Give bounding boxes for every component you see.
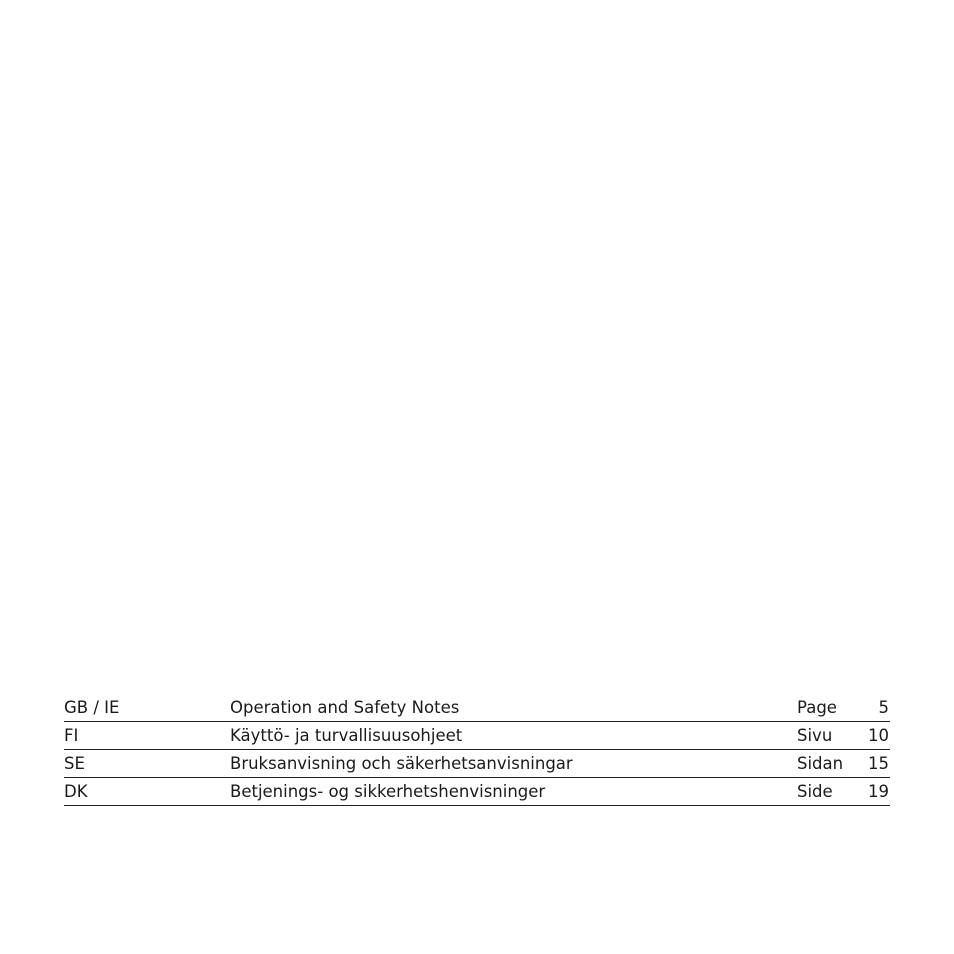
page-label: Sidan <box>797 754 844 773</box>
toc-row-fi[interactable] <box>64 722 890 750</box>
language-code: FI <box>64 726 79 745</box>
section-title: Betjenings- og sikkerhetshenvisninger <box>230 782 546 801</box>
language-code: DK <box>64 782 88 801</box>
language-code: GB / IE <box>64 698 120 717</box>
toc-row-dk[interactable] <box>64 778 890 806</box>
page-number: 5 <box>878 698 889 717</box>
section-title: Operation and Safety Notes <box>230 698 460 717</box>
page-label: Side <box>797 782 833 801</box>
page-number: 19 <box>868 782 889 801</box>
page-number: 10 <box>868 726 889 745</box>
page-label: Sivu <box>797 726 833 745</box>
toc-row-gb-ie[interactable] <box>64 694 890 722</box>
page-number: 15 <box>868 754 889 773</box>
page-label: Page <box>797 698 837 717</box>
language-table-of-contents <box>64 694 890 806</box>
toc-row-se[interactable] <box>64 750 890 778</box>
section-title: Bruksanvisning och säkerhetsanvisningar <box>230 754 573 773</box>
language-code: SE <box>64 754 85 773</box>
section-title: Käyttö- ja turvallisuusohjeet <box>230 726 463 745</box>
